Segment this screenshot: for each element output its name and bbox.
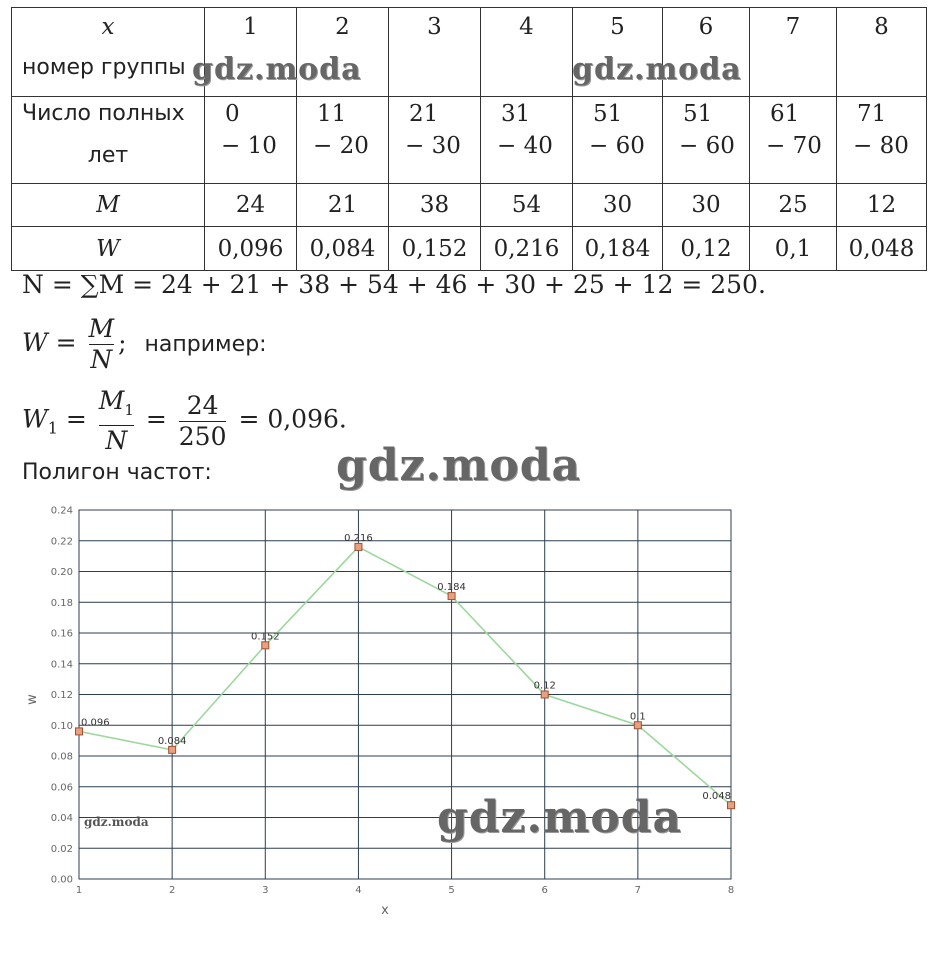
x-cell: 4 (481, 8, 573, 97)
age-range-cell: 31 − 40 (481, 97, 573, 184)
y-tick-label: 0.04 (50, 813, 73, 824)
age-range-cell: 0 − 10 (205, 97, 297, 184)
x-tick-label: 1 (75, 885, 83, 896)
m-cell: 24 (205, 184, 297, 227)
x-label: x (101, 14, 115, 40)
age-range-cell: 51 − 60 (663, 97, 750, 184)
x-cell: 3 (389, 8, 481, 97)
data-label: 0.048 (702, 791, 731, 803)
y-axis-label: w (25, 694, 40, 705)
age-label-line2: лет (87, 143, 129, 168)
y-tick-label: 0.20 (50, 567, 73, 578)
sum-formula: N = ∑M = 24 + 21 + 38 + 54 + 46 + 30 + 25 + 12 = 250. (22, 270, 766, 299)
w-cell: 0,152 (389, 227, 481, 271)
age-range-cell: 61 − 70 (750, 97, 837, 184)
x-tick-label: 5 (448, 885, 455, 896)
x-cell: 7 (750, 8, 837, 97)
m-cell: 21 (297, 184, 389, 227)
age-range-cell: 11 − 20 (297, 97, 389, 184)
w-cell: 0,12 (663, 227, 750, 271)
m-label: M (12, 184, 205, 227)
watermark: gdz.moda (336, 440, 582, 491)
age-range-cell: 71 − 80 (837, 97, 927, 184)
m-cell: 54 (481, 184, 573, 227)
y-tick-label: 0.22 (50, 536, 73, 548)
m-cell: 12 (837, 184, 927, 227)
x-cell: 5 (573, 8, 663, 97)
x-tick-label: 3 (262, 885, 269, 896)
x-cell: 8 (837, 8, 927, 97)
age-label-line1: Число полных (22, 101, 185, 126)
age-range-cell: 21 − 30 (389, 97, 481, 184)
x-tick-label: 7 (634, 885, 642, 896)
x-tick-label: 6 (541, 885, 548, 896)
age-header-cell (12, 97, 205, 184)
polygon-heading: Полигон частот: (22, 460, 212, 485)
w-cell: 0,048 (837, 227, 927, 271)
x-cell: 1 (205, 8, 297, 97)
data-point (541, 691, 548, 698)
y-tick-label: 0.12 (50, 690, 73, 701)
data-label: 0.096 (81, 717, 110, 729)
header-cell-x (12, 8, 205, 97)
data-label: 0.084 (157, 735, 187, 747)
x-cell: 2 (297, 8, 389, 97)
w-cell: 0,184 (573, 227, 663, 271)
x-cell: 6 (663, 8, 750, 97)
y-tick-label: 0.16 (50, 628, 73, 640)
watermark: gdz.moda (84, 815, 149, 829)
w-cell: 0,084 (297, 227, 389, 271)
data-point (262, 642, 269, 649)
data-label: 0.184 (437, 582, 466, 594)
data-point (448, 593, 455, 600)
y-tick-label: 0.02 (50, 843, 73, 855)
data-label: 0.1 (629, 711, 646, 723)
w1-fraction-1: $\frac{M_1}{N}$ (98, 386, 134, 455)
w1-formula: $W_1$ = $\frac{M_1}{N}$ = $\frac{24}{250}$ = 0,096. (22, 386, 347, 455)
data-point (169, 746, 176, 753)
example-word: например: (144, 332, 267, 357)
watermark: gdz.moda (572, 52, 742, 87)
x-tick-label: 2 (168, 885, 176, 896)
data-point (634, 722, 641, 729)
y-tick-label: 0.24 (50, 505, 73, 517)
w-cell: 0,1 (750, 227, 837, 271)
m-cell: 25 (750, 184, 837, 227)
y-tick-label: 0.06 (50, 782, 73, 794)
w-label: W (12, 227, 205, 271)
data-label: 0.12 (533, 680, 556, 692)
w-cell: 0,096 (205, 227, 297, 271)
frequency-polygon-chart (20, 500, 740, 920)
x-axis-label: x (381, 903, 389, 918)
y-tick-label: 0.00 (50, 874, 73, 886)
w1-fraction-2: $\frac{24}{250}$ (178, 390, 227, 451)
x-tick-label: 4 (355, 885, 362, 896)
w-formula: W = $\frac{M}{N}$ ; например: (22, 314, 267, 374)
w-cell: 0,216 (481, 227, 573, 271)
watermark: gdz.moda (192, 52, 362, 87)
m-cell: 30 (663, 184, 750, 227)
w-fraction: $\frac{M}{N}$ (88, 314, 115, 374)
x-tick-label: 8 (727, 885, 735, 896)
watermark: gdz.moda (437, 792, 683, 843)
y-tick-label: 0.08 (50, 751, 73, 763)
data-label: 0.152 (250, 631, 280, 643)
age-range-cell: 51 − 60 (573, 97, 663, 184)
group-label: номер группы (22, 55, 186, 80)
data-point (76, 728, 83, 735)
groups-table (11, 7, 927, 271)
y-tick-label: 0.14 (50, 659, 73, 671)
data-point (728, 802, 735, 809)
data-label: 0.216 (344, 532, 373, 544)
y-tick-label: 0.18 (50, 597, 73, 609)
m-cell: 38 (389, 184, 481, 227)
m-cell: 30 (573, 184, 663, 227)
data-point (355, 543, 362, 550)
y-tick-label: 0.10 (50, 720, 73, 732)
